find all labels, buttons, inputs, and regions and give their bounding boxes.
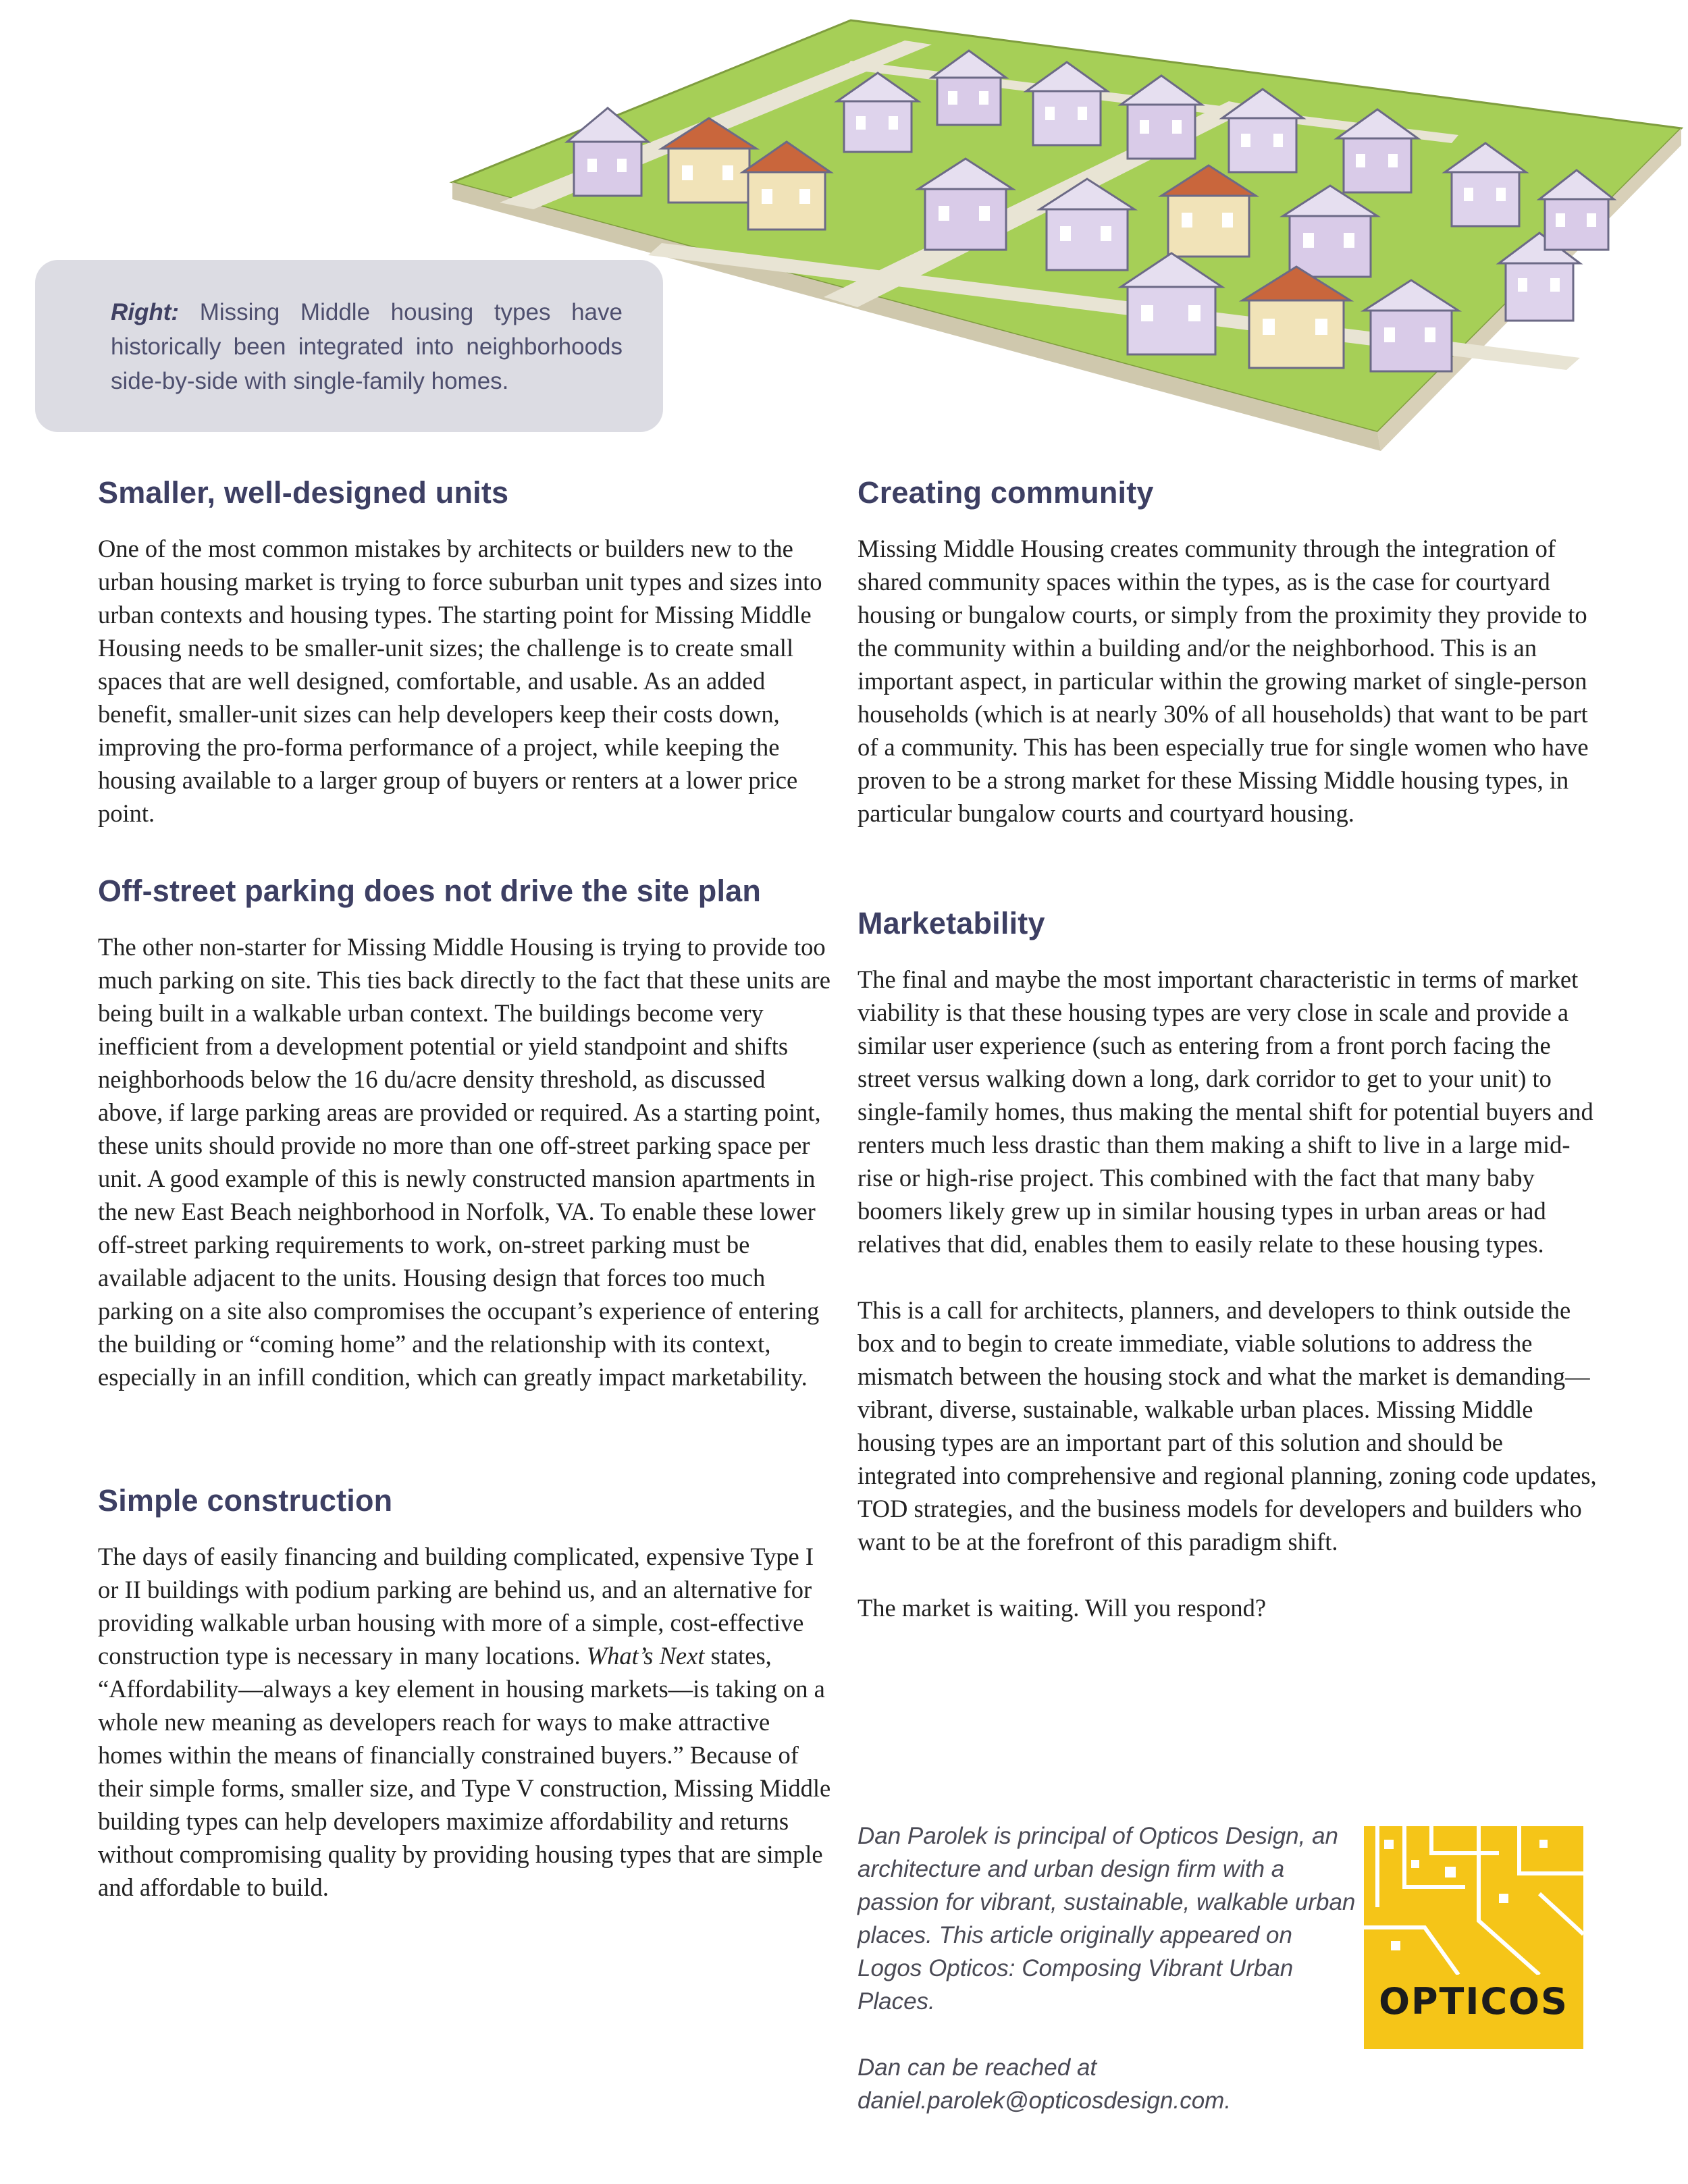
section-heading: Creating community bbox=[858, 475, 1154, 510]
bio-contact: Dan can be reached at daniel.parolek@opticosdesign.com. bbox=[858, 2054, 1232, 2114]
section-closing: The market is waiting. Will you respond? bbox=[858, 1594, 1267, 1622]
section-body: One of the most common mistakes by architects or builders new to the urban housing market is trying to force suburban unit types and sizes into urban contexts and housing types. The starting point for Missing Middle Housing needs to be smaller-unit sizes; the challenge is to create small spaces that are well designed, comfortable, and usable. As an added benefit, smaller-unit sizes can help developers keep their costs down, improving the pro-forma performance of a project, while keeping the housing available to a larger group of buyers or renters at a lower price point. bbox=[98, 535, 822, 827]
caption-lead: Right: bbox=[111, 299, 180, 325]
section-heading: Off-street parking does not drive the site plan bbox=[98, 874, 762, 908]
section-heading: Simple construction bbox=[98, 1483, 393, 1518]
section-body: The final and maybe the most important characteristic in terms of market viability is that these housing types are very close in scale and provide a similar user experience (such as entering from a front porch facing the street versus walking down a long, dark corridor to get to your unit) to single-family homes, thus making the mental shift for potential buyers and renters much less drastic than them making a shift to live in a large mid-rise or high-rise project. This combined with the fact that many baby boomers likely grew up in similar housing types in urban areas or had relatives that did, enables them to easily relate to these housing types. bbox=[858, 965, 1593, 1258]
bio-text: Dan Parolek is principal of Opticos Design, an architecture and urban design firm with a passion for vibrant, sustainable, walkable urban places. This article originally appeared on Logos Opticos: Composing Vibrant Urban Places. bbox=[858, 1823, 1356, 2015]
body-text: states, “Affordability—always a key element in housing markets—is taking on a whole new meaning as developers reach for ways to make attractive homes within the means of financially constrained buyers.” Because of their simple forms, smaller size, and Type V construction, Missing Middle building types can help developers maximize affordability and returns without compromising quality by providing housing types that are simple and affordable to build. bbox=[98, 1642, 831, 1901]
caption-text: Missing Middle housing types have historically been integrated into neighborhoods side-by-side with single-family homes. bbox=[111, 299, 623, 394]
section-heading: Smaller, well-designed units bbox=[98, 475, 509, 510]
section-body: This is a call for architects, planners, and developers to think outside the box and to begin to create immediate, viable solutions to address the mismatch between the housing stock and what the market is demanding—vibrant, diverse, sustainable, walkable urban places. Missing Middle housing types are an important part of this solution and should be integrated into comprehensive and regional planning, zoning code updates, TOD strategies, and the business models for developers and builders who want to be at the forefront of this paradigm shift. bbox=[858, 1296, 1597, 1555]
section-parking bbox=[98, 871, 834, 1393]
section-heading: Marketability bbox=[858, 906, 1045, 940]
map-pattern-icon bbox=[1364, 1826, 1583, 1975]
body-text: The days of easily financing and building complicated, expensive Type I or II buildings with podium parking are behind us, and an alternative for providing walkable urban housing with more of a simple, cost-effective construction type is necessary in many locations. bbox=[98, 1543, 814, 1670]
opticos-logo bbox=[1364, 1826, 1583, 2049]
section-marketability bbox=[858, 903, 1597, 1624]
logo-text: OPTICOS bbox=[1379, 1980, 1568, 2023]
section-body: Missing Middle Housing creates community through the integration of shared community spaces within the types, as is the case for courtyard housing or bungalow courts, or simply from the proximity they provide to the community within a building and/or the neighborhood. This is an important aspect, in particular within the growing market of single-person households (which is at nearly 30% of all households) that want to be part of a community. This has been especially true for single women who have proven to be a strong market for these Missing Middle housing types, in particular bungalow courts and courtyard housing. bbox=[858, 535, 1589, 827]
section-body bbox=[98, 1540, 834, 1904]
author-bio bbox=[858, 1819, 1357, 2117]
caption-box bbox=[35, 260, 663, 432]
section-community bbox=[858, 473, 1597, 830]
section-smaller-units bbox=[98, 473, 834, 830]
book-title: What’s Next bbox=[586, 1642, 705, 1670]
section-body: The other non-starter for Missing Middle Housing is trying to provide too much parking on site. This ties back directly to the fact that these units are being built in a walkable urban context. The buildings become very inefficient from a development potential or yield standpoint and shifts neighborhoods below the 16 du/acre density threshold, as discussed above, if large parking areas are provided or required. As a starting point, these units should provide no more than one off-street parking space per unit. A good example of this is newly constructed mansion apartments in the new East Beach neighborhood in Norfolk, VA. To enable these lower off-street parking requirements to work, on-street parking must be available adjacent to the units. Housing design that forces too much parking on a site also compromises the occupant’s experience of entering the building or “coming home” and the relationship with its context, especially in an infill condition, which can greatly impact marketability. bbox=[98, 933, 830, 1391]
section-construction bbox=[98, 1481, 834, 1904]
